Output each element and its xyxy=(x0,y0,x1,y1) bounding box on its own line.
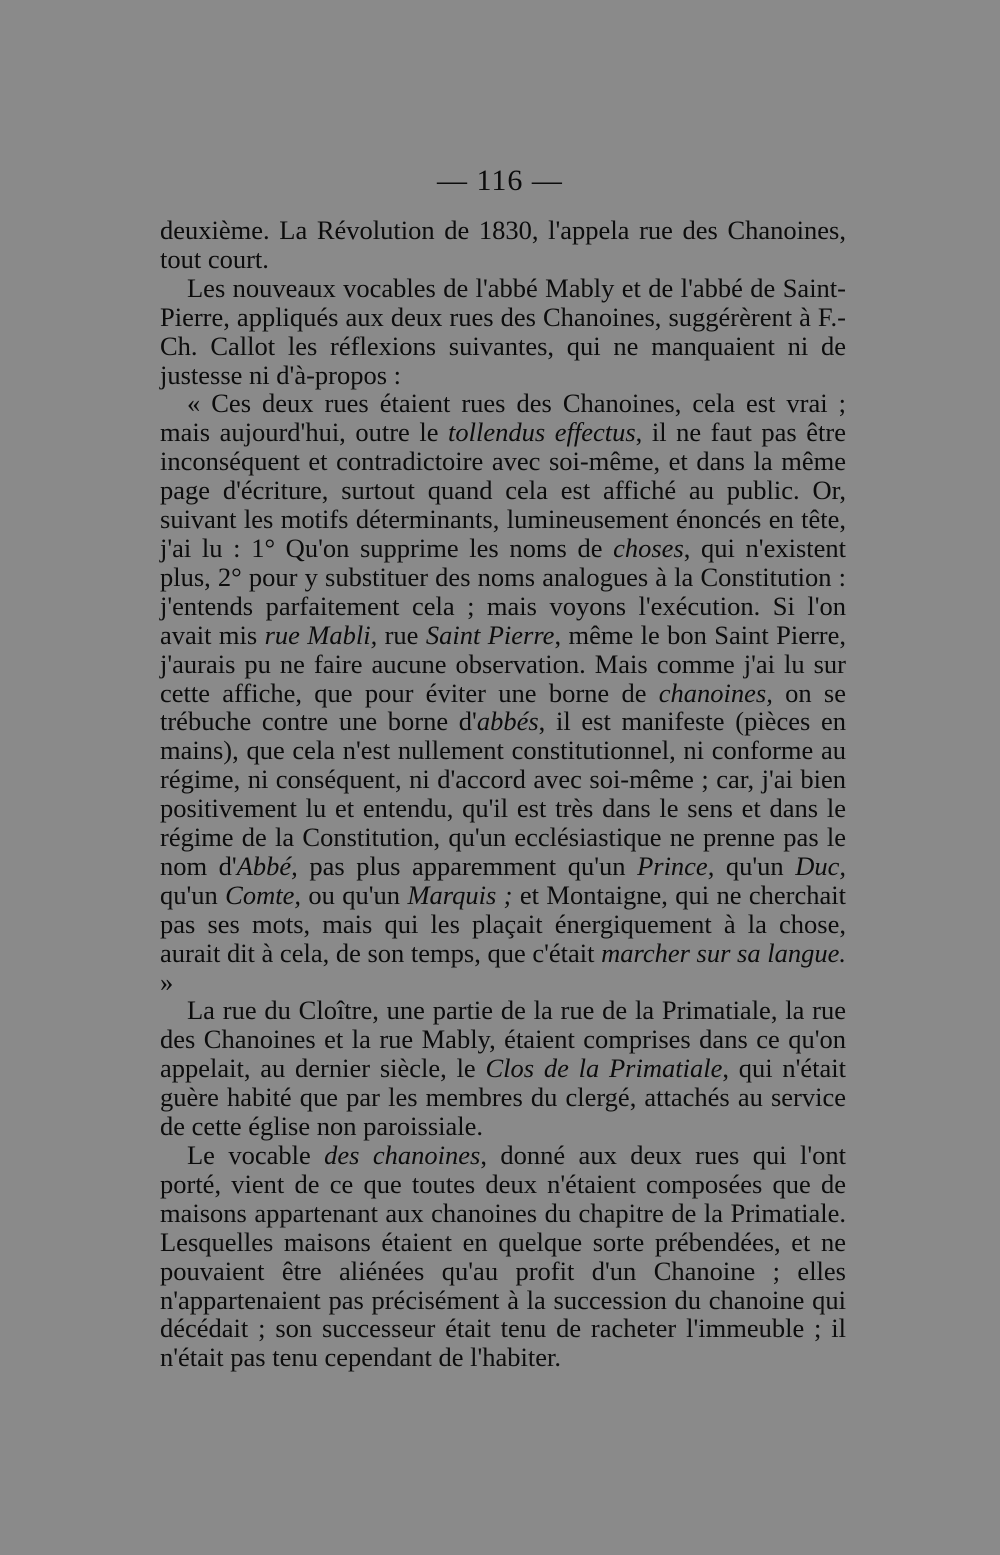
text-segment: ou qu'un xyxy=(300,879,408,910)
italic-text: choses xyxy=(613,532,684,563)
text-segment: La rue du Cloître, une partie de la rue de la Primatiale, la rue des Chanoines et la rue Mably, étaient comprises dans ce qu'on appelait, au dernier siècle, le xyxy=(160,995,846,1084)
text-segment: pas plus apparemment qu'un xyxy=(297,850,638,881)
text-segment: , il est manifeste (pièces en mains), que cela n'est nullement constitutionnel, ni conforme au régime, ni conséquent, ni d'accord avec soi-même ; car, j'ai bien positivement lu et entendu, qu'il est très dans le sens et dans le régime de la Constitution, qu'un ecclésiastique ne prenne pas le nom d' xyxy=(160,706,846,881)
text-segment: qu'un xyxy=(714,850,796,881)
text-segment: , il ne faut pas être inconséquent et contradictoire avec soi-même, et dans la même page d'écriture, surtout quand cela est affiché au public. Or, suivant les motifs déterminants, lumineusement énoncés en tête, j'ai lu : 1° Qu'on supprime les noms de xyxy=(160,417,846,563)
text-segment: « Ces deux rues étaient rues des Chanoines, cela est vrai ; mais aujourd'hui, outre le xyxy=(160,388,846,448)
italic-text: chanoines, xyxy=(658,677,773,708)
text-segment: , qui n'existent plus, 2° pour y substituer des noms analogues à la Constitution : j'entends parfaitement cela ; mais voyons l'exécution. Si l'on avait mis xyxy=(160,532,847,650)
italic-text: rue Mabli, xyxy=(264,619,378,650)
text-segment: , même le bon Saint Pierre, j'aurais pu ne faire aucune observation. Mais comme j'ai lu sur cette affiche, que pour éviter une borne de xyxy=(160,619,847,708)
text-segment: , qui n'était guère habité que par les membres du clergé, attachés au service de cette église non paroissiale. xyxy=(160,1053,847,1142)
paragraph-p2 xyxy=(160,274,846,390)
italic-text: Prince, xyxy=(637,850,715,881)
paragraph-p3 xyxy=(160,389,846,996)
text-segment: on se trébuche contre une borne d' xyxy=(160,677,846,737)
paragraph-p1 xyxy=(160,216,846,274)
text-segment: , donné aux deux rues qui l'ont porté, vient de ce que toutes deux n'étaient composées que de maisons appartenant aux chanoines du chapitre de la Primatiale. Lesquelles maisons étaient en quelque sorte prébendées, et ne pouvaient être aliénées qu'au profit d'un Chanoine ; elles n'appartenaient pas précisément à la succession du chanoine qui décédait ; son successeur était tenu de racheter l'immeuble ; il n'était pas tenu cependant de l'habiter. xyxy=(160,1140,846,1373)
italic-text: des chanoines xyxy=(324,1140,481,1170)
text-segment: Le vocable xyxy=(187,1140,325,1170)
italic-text: Saint Pierre xyxy=(425,619,555,650)
italic-text: Marquis ; xyxy=(407,879,513,910)
text-segment: et Montaigne, qui ne cherchait pas ses mots, mais qui les plaçait énergiquement à la chose, aurait dit à cela, de son temps, que c'était xyxy=(160,879,846,968)
text-segment: » xyxy=(160,966,174,997)
italic-text: Duc, xyxy=(795,850,846,881)
italic-text: Comte, xyxy=(225,879,301,910)
text-segment: Les nouveaux vocables de l'abbé Mably et de l'abbé de Saint-Pierre, appliqués aux deux rues des Chanoines, suggérèrent à F.-Ch. Callot les réflexions suivantes, qui ne manquaient ni de justesse ni d'à-propos : xyxy=(160,272,846,390)
italic-text: marcher sur sa langue. xyxy=(601,937,846,968)
italic-text: Abbé, xyxy=(236,850,298,881)
italic-text: abbés xyxy=(476,706,539,737)
paragraph-p4 xyxy=(160,996,846,1141)
paragraph-p5 xyxy=(160,1141,846,1372)
page-number: — 116 — xyxy=(437,164,563,197)
italic-text: tollendus effectus xyxy=(448,417,636,448)
italic-text: Clos de la Primatiale xyxy=(485,1053,723,1084)
text-segment: qu'un xyxy=(160,879,226,910)
text-segment: rue xyxy=(377,619,426,650)
text-body xyxy=(160,216,846,1372)
text-segment: deuxième. La Révolution de 1830, l'appela rue des Chanoines, tout court. xyxy=(160,215,846,274)
